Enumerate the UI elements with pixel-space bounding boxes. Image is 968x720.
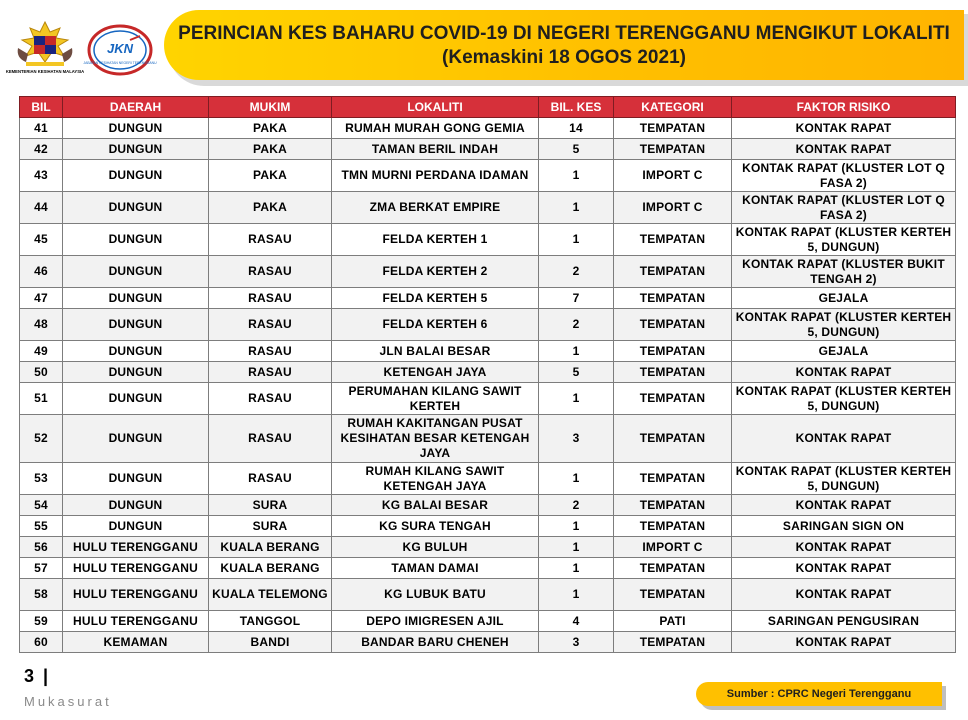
col-mukim-cell: SURA [209, 516, 332, 537]
col-faktor-risiko-cell: KONTAK RAPAT [732, 495, 956, 516]
col-lokaliti-cell: BANDAR BARU CHENEH [332, 632, 539, 653]
col-kategori-cell: TEMPATAN [614, 118, 732, 139]
source-badge: Sumber : CPRC Negeri Terengganu [696, 682, 942, 706]
col-kategori-cell: IMPORT C [614, 537, 732, 558]
col-bil-cell: 49 [20, 341, 63, 362]
col-daerah-cell: DUNGUN [63, 415, 209, 463]
table-body [20, 118, 956, 653]
table-row [20, 516, 956, 537]
col-bil-kes-cell: 3 [539, 632, 614, 653]
col-mukim-cell: KUALA BERANG [209, 537, 332, 558]
table-row [20, 192, 956, 224]
col-bil-cell: 50 [20, 362, 63, 383]
col-kategori-cell: TEMPATAN [614, 341, 732, 362]
table-row [20, 537, 956, 558]
col-faktor-risiko-cell: GEJALA [732, 341, 956, 362]
col-faktor-risiko-cell: KONTAK RAPAT (KLUSTER KERTEH 5, DUNGUN) [732, 383, 956, 415]
col-bil-header: BIL [20, 97, 63, 118]
col-mukim-cell: BANDI [209, 632, 332, 653]
table-row [20, 579, 956, 611]
col-lokaliti-cell: TMN MURNI PERDANA IDAMAN [332, 160, 539, 192]
col-mukim-cell: RASAU [209, 463, 332, 495]
col-bil-cell: 56 [20, 537, 63, 558]
table-row [20, 288, 956, 309]
col-daerah-cell: DUNGUN [63, 192, 209, 224]
col-lokaliti-cell: RUMAH KILANG SAWIT KETENGAH JAYA [332, 463, 539, 495]
col-mukim-cell: PAKA [209, 139, 332, 160]
col-kategori-cell: TEMPATAN [614, 383, 732, 415]
col-bil-cell: 59 [20, 611, 63, 632]
col-mukim-cell: RASAU [209, 362, 332, 383]
col-bil-cell: 58 [20, 579, 63, 611]
col-bil-cell: 47 [20, 288, 63, 309]
col-bil-cell: 46 [20, 256, 63, 288]
col-daerah-cell: DUNGUN [63, 160, 209, 192]
col-faktor-risiko-cell: SARINGAN SIGN ON [732, 516, 956, 537]
col-mukim-cell: RASAU [209, 256, 332, 288]
col-faktor-risiko-cell: KONTAK RAPAT [732, 362, 956, 383]
col-bil-cell: 48 [20, 309, 63, 341]
col-kategori-cell: IMPORT C [614, 192, 732, 224]
col-bil-kes-cell: 1 [539, 558, 614, 579]
col-daerah-cell: DUNGUN [63, 495, 209, 516]
col-lokaliti-cell: KG SURA TENGAH [332, 516, 539, 537]
col-bil-cell: 45 [20, 224, 63, 256]
table-row [20, 118, 956, 139]
table-header-row [20, 97, 956, 118]
col-bil-kes-cell: 1 [539, 516, 614, 537]
kkm-logo-text: KEMENTERIAN KESIHATAN MALAYSIA [5, 69, 85, 74]
jkn-logo-icon [83, 22, 157, 80]
col-lokaliti-cell: ZMA BERKAT EMPIRE [332, 192, 539, 224]
page-number: 3 | [24, 666, 51, 686]
col-faktor-risiko-cell: KONTAK RAPAT (KLUSTER KERTEH 5, DUNGUN) [732, 463, 956, 495]
col-daerah-cell: DUNGUN [63, 139, 209, 160]
col-lokaliti-cell: KG LUBUK BATU [332, 579, 539, 611]
table-row [20, 383, 956, 415]
col-kategori-cell: TEMPATAN [614, 256, 732, 288]
col-mukim-cell: SURA [209, 495, 332, 516]
table-row [20, 341, 956, 362]
col-lokaliti-cell: PERUMAHAN KILANG SAWIT KERTEH [332, 383, 539, 415]
table-row [20, 139, 956, 160]
page-title [164, 22, 964, 70]
col-bil-cell: 60 [20, 632, 63, 653]
col-daerah-cell: DUNGUN [63, 288, 209, 309]
col-daerah-cell: HULU TERENGGANU [63, 579, 209, 611]
col-faktor-risiko-header: FAKTOR RISIKO [732, 97, 956, 118]
col-mukim-cell: RASAU [209, 309, 332, 341]
col-mukim-cell: RASAU [209, 383, 332, 415]
col-kategori-cell: TEMPATAN [614, 558, 732, 579]
col-daerah-cell: DUNGUN [63, 118, 209, 139]
col-bil-cell: 43 [20, 160, 63, 192]
col-daerah-cell: HULU TERENGGANU [63, 611, 209, 632]
col-faktor-risiko-cell: KONTAK RAPAT (KLUSTER KERTEH 5, DUNGUN) [732, 309, 956, 341]
col-bil-kes-header: BIL. KES [539, 97, 614, 118]
col-lokaliti-cell: RUMAH KAKITANGAN PUSAT KESIHATAN BESAR KETENGAH JAYA [332, 415, 539, 463]
col-kategori-cell: PATI [614, 611, 732, 632]
col-bil-kes-cell: 1 [539, 224, 614, 256]
table-row [20, 558, 956, 579]
col-daerah-cell: DUNGUN [63, 309, 209, 341]
col-daerah-cell: DUNGUN [63, 256, 209, 288]
col-kategori-cell: TEMPATAN [614, 309, 732, 341]
col-mukim-cell: KUALA TELEMONG [209, 579, 332, 611]
col-bil-cell: 52 [20, 415, 63, 463]
col-bil-kes-cell: 2 [539, 309, 614, 341]
col-lokaliti-cell: FELDA KERTEH 1 [332, 224, 539, 256]
col-faktor-risiko-cell: KONTAK RAPAT (KLUSTER LOT Q FASA 2) [732, 192, 956, 224]
col-kategori-cell: TEMPATAN [614, 516, 732, 537]
col-lokaliti-cell: FELDA KERTEH 6 [332, 309, 539, 341]
jkn-logo-text: JKN [106, 41, 134, 56]
page-label: Mukasurat [24, 694, 112, 709]
col-faktor-risiko-cell: KONTAK RAPAT (KLUSTER BUKIT TENGAH 2) [732, 256, 956, 288]
col-lokaliti-cell: KETENGAH JAYA [332, 362, 539, 383]
col-lokaliti-cell: JLN BALAI BESAR [332, 341, 539, 362]
table-row [20, 160, 956, 192]
col-lokaliti-cell: FELDA KERTEH 2 [332, 256, 539, 288]
col-bil-kes-cell: 5 [539, 362, 614, 383]
col-kategori-header: KATEGORI [614, 97, 732, 118]
col-lokaliti-cell: FELDA KERTEH 5 [332, 288, 539, 309]
col-lokaliti-cell: DEPO IMIGRESEN AJIL [332, 611, 539, 632]
col-mukim-cell: RASAU [209, 288, 332, 309]
col-daerah-cell: DUNGUN [63, 383, 209, 415]
col-mukim-cell: PAKA [209, 118, 332, 139]
col-daerah-cell: HULU TERENGGANU [63, 558, 209, 579]
col-kategori-cell: TEMPATAN [614, 362, 732, 383]
col-faktor-risiko-cell: KONTAK RAPAT [732, 537, 956, 558]
jkn-logo-subtext: JABATAN KESIHATAN NEGERI TERENGGANU [83, 61, 157, 65]
col-faktor-risiko-cell: KONTAK RAPAT (KLUSTER LOT Q FASA 2) [732, 160, 956, 192]
col-daerah-cell: KEMAMAN [63, 632, 209, 653]
col-bil-cell: 57 [20, 558, 63, 579]
col-lokaliti-header: LOKALITI [332, 97, 539, 118]
table-row [20, 224, 956, 256]
col-lokaliti-cell: KG BULUH [332, 537, 539, 558]
table-row [20, 632, 956, 653]
col-bil-kes-cell: 1 [539, 383, 614, 415]
col-bil-kes-cell: 1 [539, 341, 614, 362]
col-daerah-cell: DUNGUN [63, 362, 209, 383]
col-daerah-cell: DUNGUN [63, 341, 209, 362]
col-bil-kes-cell: 1 [539, 463, 614, 495]
col-bil-cell: 54 [20, 495, 63, 516]
col-bil-kes-cell: 1 [539, 579, 614, 611]
col-bil-cell: 53 [20, 463, 63, 495]
col-kategori-cell: TEMPATAN [614, 579, 732, 611]
col-mukim-header: MUKIM [209, 97, 332, 118]
col-bil-kes-cell: 4 [539, 611, 614, 632]
col-bil-cell: 51 [20, 383, 63, 415]
table-row [20, 415, 956, 463]
col-kategori-cell: TEMPATAN [614, 139, 732, 160]
col-bil-kes-cell: 7 [539, 288, 614, 309]
col-kategori-cell: TEMPATAN [614, 288, 732, 309]
page-title-line1: PERINCIAN KES BAHARU COVID-19 DI NEGERI TERENGGANU MENGIKUT LOKALITI [178, 23, 950, 44]
header [0, 0, 960, 88]
col-faktor-risiko-cell: KONTAK RAPAT [732, 139, 956, 160]
table-row [20, 495, 956, 516]
col-faktor-risiko-cell: SARINGAN PENGUSIRAN [732, 611, 956, 632]
col-mukim-cell: RASAU [209, 341, 332, 362]
col-bil-kes-cell: 3 [539, 415, 614, 463]
col-bil-kes-cell: 1 [539, 537, 614, 558]
case-table [19, 96, 956, 653]
col-kategori-cell: TEMPATAN [614, 415, 732, 463]
col-mukim-cell: PAKA [209, 160, 332, 192]
title-banner [164, 10, 964, 80]
col-bil-cell: 42 [20, 139, 63, 160]
col-lokaliti-cell: KG BALAI BESAR [332, 495, 539, 516]
col-bil-kes-cell: 2 [539, 256, 614, 288]
col-bil-cell: 44 [20, 192, 63, 224]
table-row [20, 256, 956, 288]
col-bil-kes-cell: 1 [539, 192, 614, 224]
col-daerah-cell: HULU TERENGGANU [63, 537, 209, 558]
col-daerah-header: DAERAH [63, 97, 209, 118]
col-lokaliti-cell: RUMAH MURAH GONG GEMIA [332, 118, 539, 139]
col-mukim-cell: PAKA [209, 192, 332, 224]
col-bil-kes-cell: 1 [539, 160, 614, 192]
col-lokaliti-cell: TAMAN BERIL INDAH [332, 139, 539, 160]
col-kategori-cell: TEMPATAN [614, 224, 732, 256]
table-row [20, 611, 956, 632]
col-daerah-cell: DUNGUN [63, 516, 209, 537]
col-bil-kes-cell: 2 [539, 495, 614, 516]
col-faktor-risiko-cell: KONTAK RAPAT [732, 118, 956, 139]
col-bil-cell: 41 [20, 118, 63, 139]
table-row [20, 309, 956, 341]
col-daerah-cell: DUNGUN [63, 463, 209, 495]
col-faktor-risiko-cell: KONTAK RAPAT [732, 415, 956, 463]
col-kategori-cell: IMPORT C [614, 160, 732, 192]
col-daerah-cell: DUNGUN [63, 224, 209, 256]
col-mukim-cell: KUALA BERANG [209, 558, 332, 579]
col-kategori-cell: TEMPATAN [614, 463, 732, 495]
col-kategori-cell: TEMPATAN [614, 495, 732, 516]
table-row [20, 463, 956, 495]
col-mukim-cell: RASAU [209, 224, 332, 256]
table-row [20, 362, 956, 383]
col-bil-cell: 55 [20, 516, 63, 537]
kkm-logo-icon [5, 18, 85, 78]
col-faktor-risiko-cell: KONTAK RAPAT (KLUSTER KERTEH 5, DUNGUN) [732, 224, 956, 256]
col-faktor-risiko-cell: KONTAK RAPAT [732, 579, 956, 611]
col-mukim-cell: RASAU [209, 415, 332, 463]
col-faktor-risiko-cell: KONTAK RAPAT [732, 632, 956, 653]
col-lokaliti-cell: TAMAN DAMAI [332, 558, 539, 579]
col-faktor-risiko-cell: GEJALA [732, 288, 956, 309]
col-bil-kes-cell: 14 [539, 118, 614, 139]
col-mukim-cell: TANGGOL [209, 611, 332, 632]
col-faktor-risiko-cell: KONTAK RAPAT [732, 558, 956, 579]
page-title-line2: (Kemaskini 18 OGOS 2021) [442, 47, 686, 68]
col-kategori-cell: TEMPATAN [614, 632, 732, 653]
col-bil-kes-cell: 5 [539, 139, 614, 160]
